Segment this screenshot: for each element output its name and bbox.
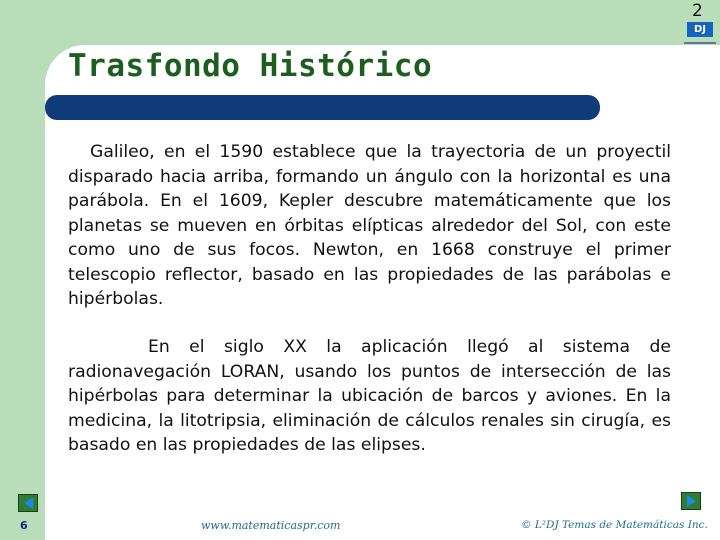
left-frame-bar (0, 0, 45, 540)
footer-website: www.matematicaspr.com (201, 519, 341, 532)
logo-number: 2 (692, 1, 703, 21)
page-number: 6 (20, 519, 28, 532)
top-frame-bar (45, 0, 720, 45)
next-slide-button[interactable] (681, 492, 701, 510)
paragraph-applications: En el siglo XX la aplicación llegó al sistema de radionavegación LORAN, usando los puntos de intersección de las hipérbolas para determinar la ubicación de barcos y aviones. En la medicina, la litotripsia, eliminación de cálculos renales sin cirugía, es basado en las propiedades de las elipses. (68, 337, 671, 455)
paragraph-history: Galileo, en el 1590 establece que la trayectoria de un proyectil disparado hacia arriba, formando un ángulo con la horizontal es una parábola. En el 1609, Kepler descubre matemáticamente que los planetas se mueven en órbitas elípticas alrededor del Sol, con este como uno de sus focos. Newton, en 1668 construye el primer telescopio reflector, basado en las propiedades de las parábolas e hipérbolas. (68, 142, 671, 309)
previous-slide-button[interactable] (18, 494, 38, 512)
logo (684, 2, 716, 46)
triangle-right-icon (687, 495, 696, 507)
logo-underline (684, 42, 716, 44)
logo-letters: DJ (687, 22, 713, 37)
footer-copyright: © L²DJ Temas de Matemáticas Inc. (521, 519, 708, 531)
slide-title: Trasfondo Histórico (68, 48, 433, 84)
triangle-left-icon (24, 497, 33, 509)
title-underline-bar (45, 95, 600, 120)
